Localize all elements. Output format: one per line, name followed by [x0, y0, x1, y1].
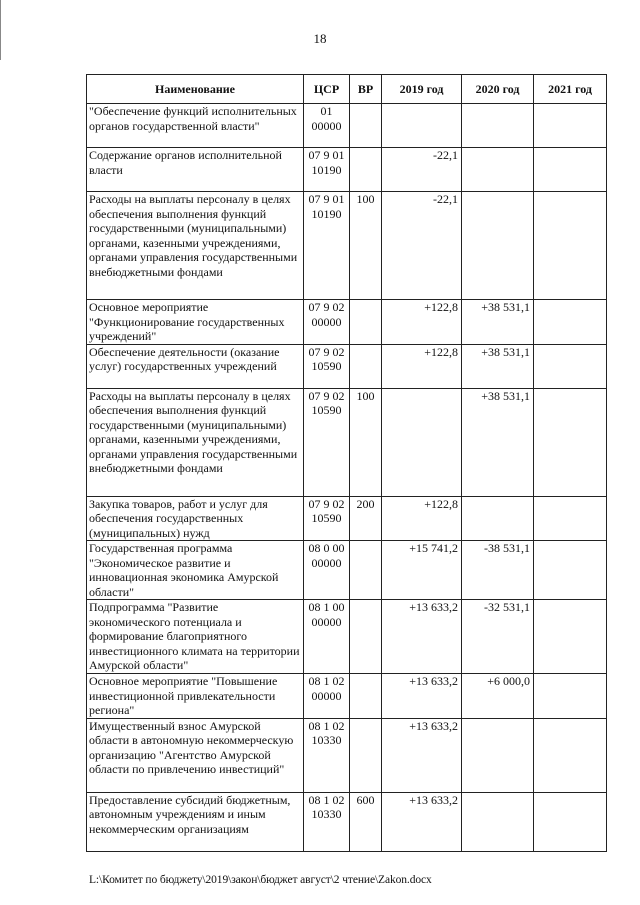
cell-csr: 07 9 02 10590 [304, 344, 350, 388]
header-csr: ЦСР [304, 75, 350, 104]
cell-name: Расходы на выплаты персоналу в целях обеспечения выполнения функций государственными (муниципальными) органами, казенными учреждениями, органами управления государственными внебюджетными фондами [87, 388, 304, 496]
cell-2021 [534, 541, 607, 600]
cell-csr: 07 9 02 00000 [304, 300, 350, 345]
header-name: Наименование [87, 75, 304, 104]
cell-2021 [534, 792, 607, 851]
cell-vr [350, 541, 382, 600]
cell-2019: -22,1 [382, 192, 462, 300]
cell-csr: 07 9 01 10190 [304, 148, 350, 192]
cell-vr: 100 [350, 192, 382, 300]
table-row [87, 792, 607, 851]
cell-vr [350, 104, 382, 148]
cell-name: Содержание органов исполнительной власти [87, 148, 304, 192]
cell-csr: 07 9 02 10590 [304, 496, 350, 541]
cell-2019: +122,8 [382, 496, 462, 541]
cell-2020: +38 531,1 [462, 388, 534, 496]
file-path-footer: L:\Комитет по бюджету\2019\закон\бюджет август\2 чтение\Zakon.docx [89, 874, 432, 886]
table-header-row [87, 75, 607, 104]
cell-vr [350, 300, 382, 345]
cell-vr [350, 718, 382, 792]
cell-csr: 08 1 02 10330 [304, 718, 350, 792]
cell-2020 [462, 192, 534, 300]
header-2019: 2019 год [382, 75, 462, 104]
cell-2020 [462, 148, 534, 192]
cell-2021 [534, 344, 607, 388]
cell-2020 [462, 718, 534, 792]
cell-name: Расходы на выплаты персоналу в целях обеспечения выполнения функций государственными (муниципальными) органами, казенными учреждениями, органами управления государственными внебюджетными фондами [87, 192, 304, 300]
cell-name: Обеспечение деятельности (оказание услуг) государственных учреждений [87, 344, 304, 388]
table-row [87, 541, 607, 600]
cell-2019: +122,8 [382, 344, 462, 388]
table-row [87, 300, 607, 345]
cell-csr: 08 0 00 00000 [304, 541, 350, 600]
cell-name: Предоставление субсидий бюджетным, автономным учреждениям и иным некоммерческим организациям [87, 792, 304, 851]
cell-2020: +38 531,1 [462, 344, 534, 388]
cell-2019: +13 633,2 [382, 792, 462, 851]
table-row [87, 192, 607, 300]
cell-2020: -32 531,1 [462, 600, 534, 674]
cell-vr [350, 344, 382, 388]
cell-2020 [462, 496, 534, 541]
cell-2021 [534, 600, 607, 674]
budget-table [86, 74, 607, 852]
cell-csr: 08 1 00 00000 [304, 600, 350, 674]
cell-2019: +15 741,2 [382, 541, 462, 600]
cell-2019: +13 633,2 [382, 674, 462, 719]
table-row [87, 718, 607, 792]
cell-2021 [534, 104, 607, 148]
cell-2019: +13 633,2 [382, 600, 462, 674]
cell-vr: 200 [350, 496, 382, 541]
cell-csr: 08 1 02 00000 [304, 674, 350, 719]
cell-vr [350, 600, 382, 674]
header-vr: ВР [350, 75, 382, 104]
table-row [87, 344, 607, 388]
cell-2021 [534, 148, 607, 192]
table-row [87, 148, 607, 192]
table-row [87, 388, 607, 496]
page-edge-mark [0, 0, 4, 60]
cell-name: Государственная программа "Экономическое развитие и инновационная экономика Амурской области" [87, 541, 304, 600]
cell-2021 [534, 718, 607, 792]
table-row [87, 104, 607, 148]
cell-csr: 08 1 02 10330 [304, 792, 350, 851]
cell-csr: 07 9 01 10190 [304, 192, 350, 300]
cell-csr: 07 9 02 10590 [304, 388, 350, 496]
table-row [87, 600, 607, 674]
table-body [87, 104, 607, 852]
cell-csr: 01 00000 [304, 104, 350, 148]
cell-2021 [534, 496, 607, 541]
cell-name: Основное мероприятие "Повышение инвестиционной привлекательности региона" [87, 674, 304, 719]
page-number: 18 [313, 31, 327, 46]
cell-name: "Обеспечение функций исполнительных органов государственной власти" [87, 104, 304, 148]
cell-2020 [462, 792, 534, 851]
cell-2020: +6 000,0 [462, 674, 534, 719]
cell-2021 [534, 388, 607, 496]
cell-name: Закупка товаров, работ и услуг для обеспечения государственных (муниципальных) нужд [87, 496, 304, 541]
header-2020: 2020 год [462, 75, 534, 104]
cell-2021 [534, 674, 607, 719]
cell-2021 [534, 300, 607, 345]
cell-2020: -38 531,1 [462, 541, 534, 600]
table-row [87, 674, 607, 719]
cell-vr [350, 674, 382, 719]
cell-vr [350, 148, 382, 192]
cell-2020: +38 531,1 [462, 300, 534, 345]
cell-name: Подпрограмма "Развитие экономического потенциала и формирование благоприятного инвестиционного климата на территории Амурской области" [87, 600, 304, 674]
cell-2019: +13 633,2 [382, 718, 462, 792]
cell-name: Имущественный взнос Амурской области в автономную некоммерческую организацию "Агентство Амурской области по привлечению инвестиций" [87, 718, 304, 792]
cell-name: Основное мероприятие "Функционирование государственных учреждений" [87, 300, 304, 345]
cell-vr: 100 [350, 388, 382, 496]
cell-2019 [382, 388, 462, 496]
cell-2020 [462, 104, 534, 148]
cell-2019: +122,8 [382, 300, 462, 345]
header-2021: 2021 год [534, 75, 607, 104]
table-row [87, 496, 607, 541]
cell-2019: -22,1 [382, 148, 462, 192]
cell-2019 [382, 104, 462, 148]
cell-vr: 600 [350, 792, 382, 851]
cell-2021 [534, 192, 607, 300]
